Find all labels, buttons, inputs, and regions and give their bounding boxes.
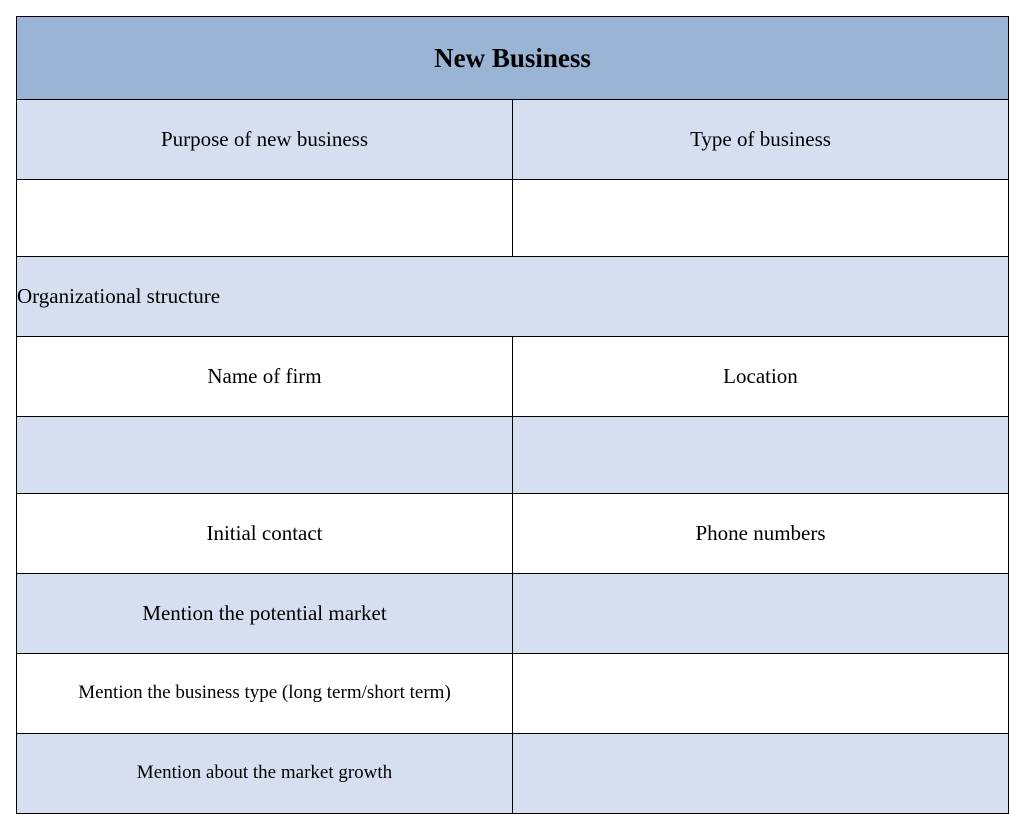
label-mention-about-the-market-growth: Mention about the market growth bbox=[17, 734, 513, 814]
input-type-of-business[interactable] bbox=[513, 180, 1009, 257]
section-organizational-structure: Organizational structure bbox=[17, 257, 1009, 337]
label-phone-numbers: Phone numbers bbox=[513, 494, 1009, 574]
table-row bbox=[17, 180, 1009, 257]
table-row bbox=[17, 257, 1009, 337]
table-row-title bbox=[17, 17, 1009, 100]
label-type-of-business: Type of business bbox=[513, 100, 1009, 180]
table-row bbox=[17, 654, 1009, 734]
input-mention-about-the-market-growth[interactable] bbox=[513, 734, 1009, 814]
input-mention-the-business-type[interactable] bbox=[513, 654, 1009, 734]
new-business-form-table bbox=[16, 16, 1009, 814]
table-row bbox=[17, 417, 1009, 494]
label-location: Location bbox=[513, 337, 1009, 417]
table-row bbox=[17, 734, 1009, 814]
label-purpose-of-new-business: Purpose of new business bbox=[17, 100, 513, 180]
input-name-of-firm[interactable] bbox=[17, 417, 513, 494]
input-location[interactable] bbox=[513, 417, 1009, 494]
table-row bbox=[17, 337, 1009, 417]
label-name-of-firm: Name of firm bbox=[17, 337, 513, 417]
label-initial-contact: Initial contact bbox=[17, 494, 513, 574]
table-row bbox=[17, 100, 1009, 180]
form-title: New Business bbox=[17, 17, 1009, 100]
label-mention-the-potential-market: Mention the potential market bbox=[17, 574, 513, 654]
input-purpose-of-new-business[interactable] bbox=[17, 180, 513, 257]
table-row bbox=[17, 494, 1009, 574]
table-row bbox=[17, 574, 1009, 654]
input-mention-the-potential-market[interactable] bbox=[513, 574, 1009, 654]
label-mention-the-business-type: Mention the business type (long term/short term) bbox=[17, 654, 513, 734]
